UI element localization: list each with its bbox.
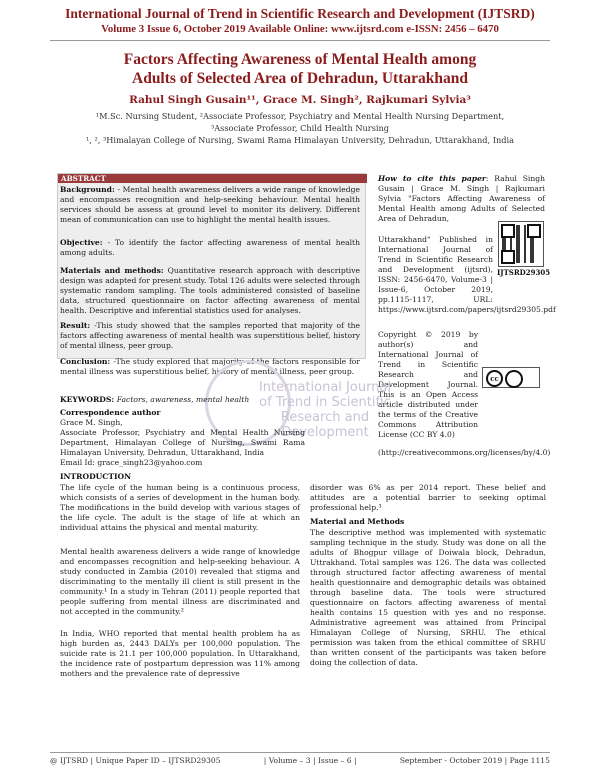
keywords	[60, 395, 310, 405]
cc-by-license-icon	[482, 367, 540, 388]
person-icon	[505, 370, 523, 388]
intro-heading: INTRODUCTION	[60, 472, 132, 481]
affiliation-3: ¹, ², ³Himalayan College of Nursing, Swami Rama Himalayan University, Dehradun, Uttarakhand, India	[86, 135, 514, 145]
abstract-methods	[60, 266, 360, 316]
materials-text: The descriptive method was implemented with systematic sampling technique in the study. Study was done on all the adults of Bhogpur village of Doiwala block, Dehradun, Uttrakhand. Total samples was 126. The data was collected through structured factor affecting awareness of mental health questionnaire and demographic details was obtained through baseline data. The tools were structured questionnaire on factors affecting awareness of mental health contains 15 question with yes and no response. Administrative agreement was attained from Principal Himalayan College of Nursing, SRHU. The ethical permission was taken from the ethical committee of SRHU than written consent of the participants was taken before doing the collection of data.	[310, 528, 546, 667]
author-list: Rahul Singh Gusain¹¹, Grace M. Singh², Rajkumari Sylvia³	[129, 94, 471, 106]
paper-id-badge: IJTSRD29305	[497, 268, 551, 277]
intro-paragraph-3: In India, WHO reported that mental health problem ha as high burden as, 2443 DALYs per 100,000 population. The suicide rate is 21.1 per 100,000 population. In Uttarakhand, the incidence rate of postpartum depression was 11% among mothers and the prevalence rate of depressive	[60, 629, 300, 678]
background-label: Background:	[60, 185, 118, 194]
background-text: - Mental health awareness delivers a wide range of knowledge and encompasses recognition and help-seeking behaviour. Mental health services should be assess at ground level to monitor its delivery. Different mean of communication can use to highlight the mental health issues.	[60, 185, 360, 224]
cc-glyph: cc	[486, 370, 503, 387]
conclusion-text: -The study explored that majority of the factors responsible for mental illness was superstitious belief, history of mental illness, peer group.	[60, 357, 361, 376]
paper-title	[60, 50, 540, 88]
title-line-2: Adults of Selected Area of Dehradun, Uttarakhand	[132, 70, 468, 87]
abstract-heading: ABSTRACT	[58, 174, 367, 183]
correspondence-heading: Correspondence author	[60, 408, 161, 417]
cite-label: How to cite this paper	[378, 174, 486, 183]
conclusion-label: Conclusion:	[60, 357, 114, 366]
objective-label: Objective:	[60, 238, 108, 247]
header-rule	[50, 40, 550, 41]
cite-text-a: : Rahul Singh Gusain | Grace M. Singh | Rajkumari Sylvia "Factors Affecting Awareness of Mental Health among Adults of Selected Area of Dehradun,	[378, 174, 545, 223]
footer-rule	[50, 752, 550, 753]
keywords-label: KEYWORDS:	[60, 395, 117, 404]
copyright-text-a: Copyright © 2019 by author(s) and International Journal of Trend in Scientific Research and Development Journal. This is an Open Access article distributed under the terms of the Creative Commons Attribution License (CC BY 4.0)	[378, 330, 478, 439]
correspondence-name: Grace M. Singh,	[60, 418, 123, 427]
result-label: Result:	[60, 321, 95, 330]
result-text: -This study showed that the samples reported that majority of the factors affecting awareness of mental health was superstitious belief, history of mental illness, peer group.	[60, 321, 361, 350]
abstract-conclusion	[60, 357, 360, 377]
correspondence-email: Email Id: grace_singh23@yahoo.com	[60, 458, 203, 467]
cite-block-a	[378, 174, 545, 224]
footer-mid: | Volume – 3 | Issue – 6 |	[263, 756, 357, 765]
keywords-text: Factors, awareness, mental health	[116, 395, 250, 404]
correspondence-address: Associate Professor, Psychiatry and Mental Health Nursing Department, Himalayan College of Nursing, Swami Rama Himalayan University, Dehradun, Uttarakhand, India	[60, 428, 305, 457]
qr-code-icon	[498, 221, 544, 267]
footer-right: September - October 2019 | Page 1115	[399, 756, 550, 765]
page-footer	[50, 756, 550, 765]
title-line-1: Factors Affecting Awareness of Mental Health among	[123, 51, 477, 68]
materials-heading: Material and Methods	[310, 517, 405, 526]
footer-left: @ IJTSRD | Unique Paper ID – IJTSRD29305	[50, 756, 221, 765]
abstract-result	[60, 321, 360, 351]
objective-text: - To identify the factor affecting awareness of mental health among adults.	[60, 238, 361, 257]
methods-text: Quantitative research approach with descriptive design was adapted for present study. Total 126 adults were selected through systematic random sampling. The tools administered consisted of baseline data, structured questionnaire on factor affecting awareness of mental health. Descriptive and inferential statistics used for analyses.	[60, 266, 360, 315]
watermark-text: International Journal of Trend in Scientific Research and Development	[258, 380, 392, 440]
cite-block-b: Uttarakhand" Published in International Journal of Trend in Scientific Research and Development (ijtsrd), ISSN: 2456-6470, Volume-3 | Issue-6, October 2019, pp.1115-1117, URL: https://www.ijtsrd.com/papers/ijtsrd29305.pdf	[378, 235, 556, 314]
volume-line: Volume 3 Issue 6, October 2019 Available Online: www.ijtsrd.com e-ISSN: 2456 – 6470	[101, 23, 499, 35]
copyright-url: (http://creativecommons.org/licenses/by/4.0)	[378, 448, 551, 457]
affiliation-2: ³Associate Professor, Child Health Nursing	[210, 123, 390, 133]
abstract-background	[60, 185, 360, 225]
methods-label: Materials and methods:	[60, 266, 168, 275]
intro-paragraph-2: Mental health awareness delivers a wide range of knowledge and encompasses recognition and help-seeking behaviour. A study conducted in Zambia (2010) revealed that stigma and discriminating to the mentally ill client is still present in the community.¹ In a study in Tehran (2011) people reported that people suffering from mental illness are discriminated and not accepted in the community.²	[60, 547, 300, 616]
abstract-objective	[60, 238, 360, 258]
affiliation-1: ¹M.Sc. Nursing Student, ²Associate Professor, Psychiatry and Mental Health Nursing Department,	[95, 111, 505, 121]
journal-name: International Journal of Trend in Scientific Research and Development (IJTSRD)	[65, 6, 535, 21]
intro-paragraph-1: The life cycle of the human being is a continuous process, which consists of a series of development in the human body. The modifications in the build develop with various stages of the life cycle. The adult is the stage of life at which an individual attains the physical and mental maturity.	[60, 483, 300, 532]
intro-paragraph-4: disorder was 6% as per 2014 report. These belief and attitudes are a potential barrier to seeking optimal professional help.³	[310, 483, 546, 512]
